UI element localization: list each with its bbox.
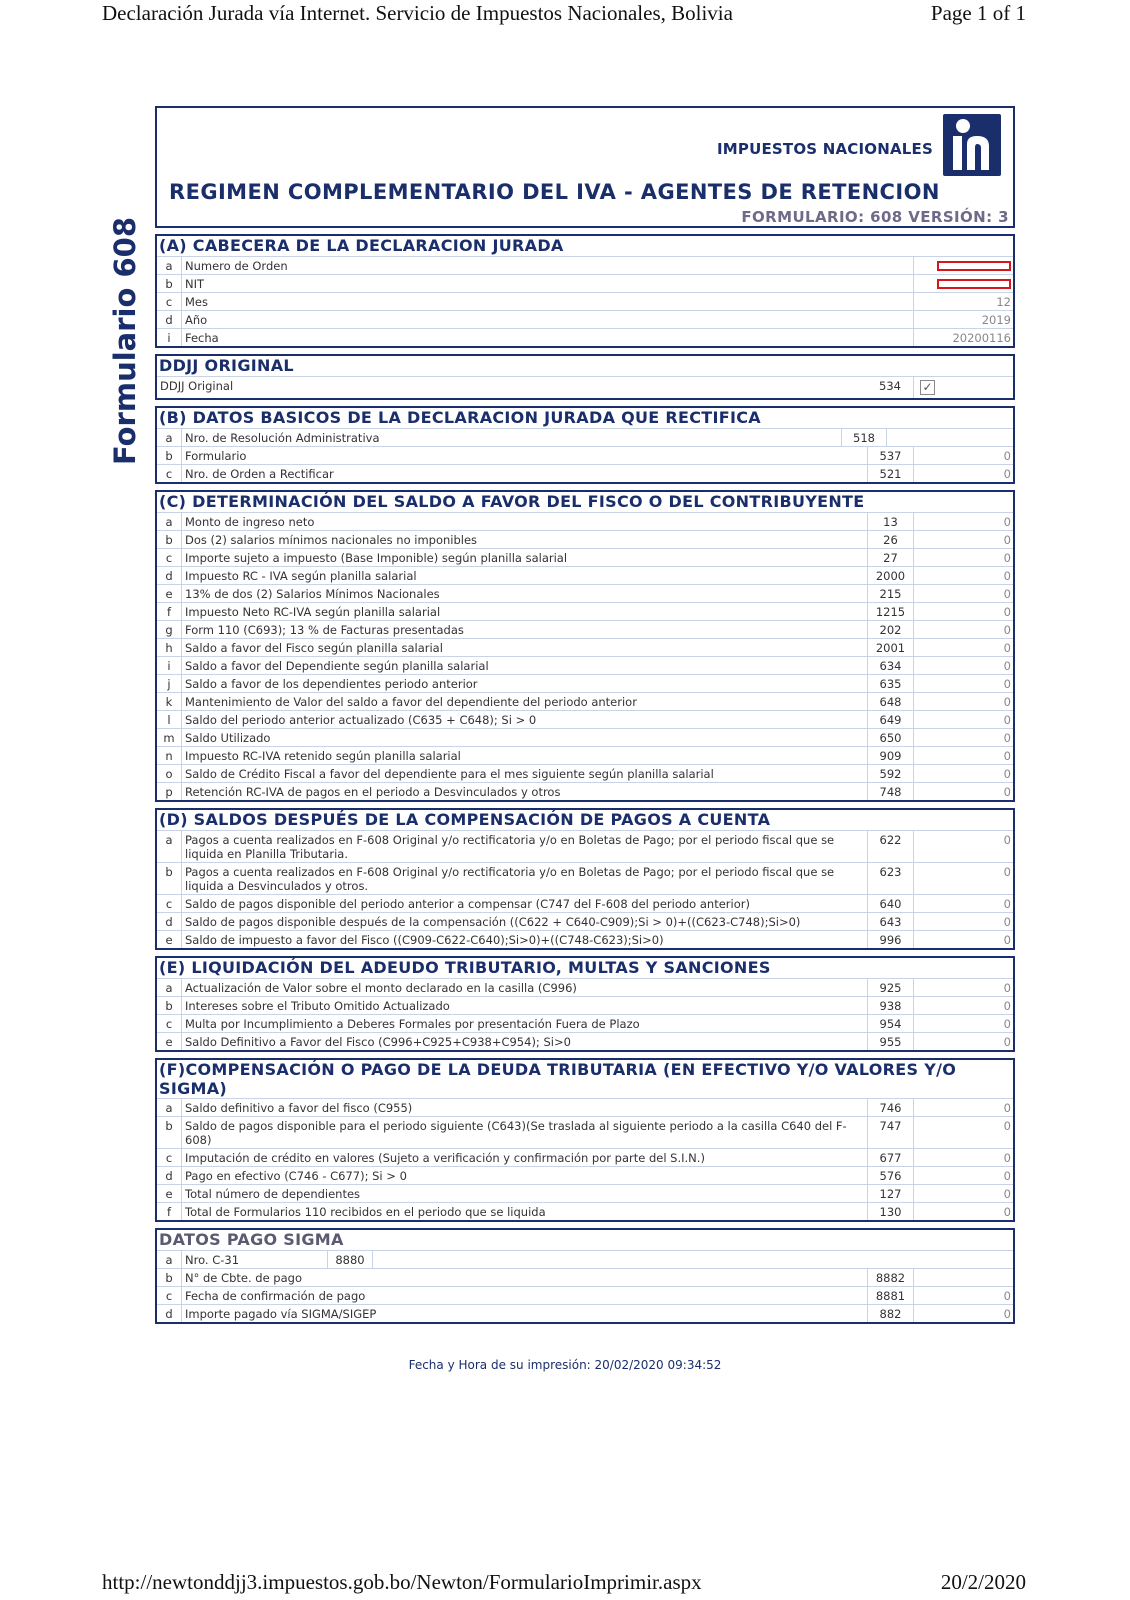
row-label: Pago en efectivo (C746 - C677); Si > 0 [181, 1167, 867, 1184]
row-label: Total de Formularios 110 recibidos en el periodo que se liquida [181, 1203, 867, 1220]
row-code: 13 [867, 513, 913, 530]
brand-name: IMPUESTOS NACIONALES [716, 140, 933, 158]
row-code: 635 [867, 675, 913, 692]
row-label: Total número de dependientes [181, 1185, 867, 1202]
row-value: 0 [913, 863, 1013, 894]
row-code: 746 [867, 1099, 913, 1116]
side-title-text: Formulario 608 [108, 216, 142, 465]
row-value: 0 [913, 549, 1013, 566]
row-letter: b [165, 533, 173, 547]
row-letter: i [167, 331, 171, 345]
row-label: Impuesto Neto RC-IVA según planilla salarial [181, 603, 867, 620]
row-letter: l [167, 713, 171, 727]
row-label: Multa por Incumplimiento a Deberes Formales por presentación Fuera de Plazo [181, 1015, 867, 1032]
section-sigma [155, 1228, 1015, 1324]
ddjj-label: DDJJ Original [160, 379, 234, 393]
section-c-title: (C) DETERMINACIÓN DEL SALDO A FAVOR DEL FISCO O DEL CONTRIBUYENTE [159, 492, 865, 511]
row-letter: c [165, 295, 173, 309]
row-letter: d [165, 1307, 173, 1321]
row-letter: f [166, 605, 172, 619]
table-row [157, 274, 1013, 292]
row-code: 8882 [867, 1269, 913, 1286]
row-letter: g [165, 623, 173, 637]
table-row [157, 692, 1013, 710]
row-label: Saldo a favor del Fisco según planilla salarial [181, 639, 867, 656]
row-code: 8881 [867, 1287, 913, 1304]
row-label: Saldo de pagos disponible para el periodo siguiente (C643)(Se traslada al siguiente periodo a la casilla C640 del F-608) [181, 1117, 867, 1148]
row-letter: a [165, 431, 173, 445]
table-row [157, 1286, 1013, 1304]
row-letter: c [165, 551, 173, 565]
row-letter: a [165, 259, 173, 273]
row-letter: h [165, 641, 173, 655]
row-letter: j [167, 677, 171, 691]
row-code: 130 [867, 1203, 913, 1220]
ddjj-original-checkbox[interactable]: ✓ [920, 380, 935, 395]
row-code: 747 [867, 1117, 913, 1148]
row-value: 0 [913, 1117, 1013, 1148]
table-row [157, 1032, 1013, 1050]
row-label: Saldo de Crédito Fiscal a favor del dependiente para el mes siguiente según planilla salarial [181, 765, 867, 782]
row-value: 0 [913, 1203, 1013, 1220]
row-code: 537 [867, 447, 913, 464]
row-letter: a [165, 833, 173, 847]
row-label: Saldo definitivo a favor del fisco (C955) [181, 1099, 867, 1116]
row-letter: f [166, 1205, 172, 1219]
row-value: 20200116 [913, 329, 1013, 346]
row-code: 954 [867, 1015, 913, 1032]
row-label: Saldo a favor de los dependientes periodo anterior [181, 675, 867, 692]
section-a-title: (A) CABECERA DE LA DECLARACION JURADA [159, 236, 564, 255]
table-row [157, 894, 1013, 912]
row-letter: m [163, 731, 175, 745]
row-label: Importe sujeto a impuesto (Base Imponible) según planilla salarial [181, 549, 867, 566]
table-row [157, 830, 1013, 862]
row-code: 938 [867, 997, 913, 1014]
row-label: Fecha [181, 329, 913, 346]
section-c-rows [157, 512, 1013, 800]
row-code: 634 [867, 657, 913, 674]
row-value: 0 [913, 765, 1013, 782]
row-code: 640 [867, 895, 913, 912]
row-code: 996 [867, 931, 913, 948]
row-letter: c [165, 1017, 173, 1031]
row-letter: a [165, 1101, 173, 1115]
row-value: 0 [913, 621, 1013, 638]
redaction-box [937, 261, 1011, 271]
row-letter: e [165, 1035, 173, 1049]
row-code: 649 [867, 711, 913, 728]
row-value: 0 [913, 979, 1013, 996]
row-code: 202 [867, 621, 913, 638]
row-letter: a [165, 515, 173, 529]
table-row [157, 1268, 1013, 1286]
row-label: Año [181, 311, 913, 328]
row-value: 0 [913, 931, 1013, 948]
row-letter: b [165, 999, 173, 1013]
row-value: 0 [913, 1305, 1013, 1322]
table-row [157, 310, 1013, 328]
section-f-title: (F)COMPENSACIÓN O PAGO DE LA DEUDA TRIBUTARIA (EN EFECTIVO Y/O VALORES Y/O SIGMA) [159, 1060, 957, 1098]
row-value: 0 [913, 1099, 1013, 1116]
section-d-title: (D) SALDOS DESPUÉS DE LA COMPENSACIÓN DE PAGOS A CUENTA [159, 810, 771, 829]
row-value: 12 [913, 293, 1013, 310]
row-value: 0 [913, 913, 1013, 930]
row-letter: c [165, 897, 173, 911]
table-row [157, 746, 1013, 764]
row-letter: b [165, 1119, 173, 1133]
row-letter: d [165, 569, 173, 583]
row-label: Nro. de Orden a Rectificar [181, 465, 867, 482]
section-e [155, 956, 1015, 1052]
row-letter: n [165, 749, 173, 763]
row-value: 0 [913, 711, 1013, 728]
nit-redacted [913, 275, 1013, 292]
table-row [157, 674, 1013, 692]
table-row [157, 862, 1013, 894]
row-value: 0 [913, 1185, 1013, 1202]
row-value: 0 [913, 603, 1013, 620]
table-row [157, 566, 1013, 584]
row-label: Formulario [181, 447, 867, 464]
table-row [157, 1304, 1013, 1322]
row-label: Mantenimiento de Valor del saldo a favor del dependiente del periodo anterior [181, 693, 867, 710]
row-value: 0 [913, 567, 1013, 584]
row-label: Nro. de Resolución Administrativa [181, 429, 841, 446]
table-row [157, 602, 1013, 620]
print-footer-url: http://newtonddjj3.impuestos.gob.bo/Newton/FormularioImprimir.aspx [102, 1570, 702, 1594]
row-value: 0 [913, 783, 1013, 800]
row-letter: c [165, 1151, 173, 1165]
form-version: FORMULARIO: 608 VERSIÓN: 3 [741, 208, 1009, 226]
table-row [157, 256, 1013, 274]
row-letter: k [165, 695, 173, 709]
table-row [157, 996, 1013, 1014]
form-title: REGIMEN COMPLEMENTARIO DEL IVA - AGENTES DE RETENCION [169, 180, 940, 204]
print-footer [102, 1564, 1026, 1600]
ddjj-check-cell [913, 377, 1013, 398]
section-e-rows [157, 978, 1013, 1050]
print-header [102, 0, 1026, 30]
row-label: Saldo Utilizado [181, 729, 867, 746]
row-code: 955 [867, 1033, 913, 1050]
form-document [155, 106, 1015, 1330]
row-code: 27 [867, 549, 913, 566]
row-value: 0 [913, 729, 1013, 746]
row-label: Fecha de confirmación de pago [181, 1287, 867, 1304]
row-code: 1215 [867, 603, 913, 620]
row-label: Saldo de impuesto a favor del Fisco ((C909-C622-C640);Si>0)+((C748-C623);Si>0) [181, 931, 867, 948]
table-row [157, 464, 1013, 482]
table-row [157, 1148, 1013, 1166]
table-row [157, 1116, 1013, 1148]
row-value [913, 1269, 1013, 1286]
row-label: Monto de ingreso neto [181, 513, 867, 530]
table-row [157, 548, 1013, 566]
row-code: 215 [867, 585, 913, 602]
section-a [155, 234, 1015, 348]
form-header [155, 106, 1015, 228]
row-value: 0 [913, 1167, 1013, 1184]
row-value: 0 [913, 693, 1013, 710]
row-value: 0 [913, 447, 1013, 464]
row-value: 0 [913, 1287, 1013, 1304]
row-label: NIT [181, 275, 913, 292]
order-number-redacted [913, 257, 1013, 274]
row-letter: p [165, 785, 173, 799]
sigma-title: DATOS PAGO SIGMA [159, 1230, 344, 1249]
row-letter: b [165, 865, 173, 879]
table-row [157, 764, 1013, 782]
table-row [157, 1250, 1013, 1268]
section-e-title: (E) LIQUIDACIÓN DEL ADEUDO TRIBUTARIO, MULTAS Y SANCIONES [159, 958, 771, 977]
empty-cell [887, 429, 1013, 446]
row-letter: b [165, 1271, 173, 1285]
section-f [155, 1058, 1015, 1222]
row-label: Actualización de Valor sobre el monto declarado en la casilla (C996) [181, 979, 867, 996]
row-code: 127 [867, 1185, 913, 1202]
row-value: 0 [913, 531, 1013, 548]
empty-cell [373, 1251, 1013, 1268]
section-f-rows [157, 1098, 1013, 1220]
row-label: Intereses sobre el Tributo Omitido Actualizado [181, 997, 867, 1014]
table-row [157, 710, 1013, 728]
row-label: Saldo de pagos disponible del periodo anterior a compensar (C747 del F-608 del periodo anterior) [181, 895, 867, 912]
sigma-rows [157, 1268, 1013, 1322]
ddjj-title: DDJJ ORIGINAL [159, 356, 294, 375]
row-label: Retención RC-IVA de pagos en el periodo a Desvinculados y otros [181, 783, 867, 800]
row-value: 0 [913, 1149, 1013, 1166]
row-letter: b [165, 277, 173, 291]
table-row [157, 638, 1013, 656]
table-row [157, 292, 1013, 310]
row-label: Saldo del periodo anterior actualizado (C635 + C648); Si > 0 [181, 711, 867, 728]
table-row [157, 728, 1013, 746]
row-label: Importe pagado vía SIGMA/SIGEP [181, 1305, 867, 1322]
row-label: N° de Cbte. de pago [181, 1269, 867, 1286]
section-d-rows [157, 830, 1013, 948]
print-timestamp: Fecha y Hora de su impresión: 20/02/2020 09:34:52 [408, 1358, 722, 1372]
row-label: Imputación de crédito en valores (Sujeto a verificación y confirmación por parte del S.I.N.) [181, 1149, 867, 1166]
table-row [157, 530, 1013, 548]
row-letter: a [165, 981, 173, 995]
table-row [157, 328, 1013, 346]
table-row [157, 1202, 1013, 1220]
row-value: 0 [913, 465, 1013, 482]
section-ddjj-original [155, 354, 1015, 400]
row-value: 0 [913, 997, 1013, 1014]
row-code: 2001 [867, 639, 913, 656]
row-value: 0 [913, 1015, 1013, 1032]
row-code: 882 [867, 1305, 913, 1322]
row-code: 925 [867, 979, 913, 996]
row-label: Mes [181, 293, 913, 310]
print-footer-date: 20/2/2020 [940, 1570, 1026, 1594]
redaction-box [937, 279, 1011, 289]
table-row [157, 446, 1013, 464]
row-code: 650 [867, 729, 913, 746]
row-value: 0 [913, 895, 1013, 912]
section-c [155, 490, 1015, 802]
table-row [157, 782, 1013, 800]
row-code: 26 [867, 531, 913, 548]
row-code: 909 [867, 747, 913, 764]
row-value: 0 [913, 675, 1013, 692]
side-title [108, 215, 142, 467]
row-value: 0 [913, 831, 1013, 862]
row-label: Saldo Definitivo a Favor del Fisco (C996+C925+C938+C954); Si>0 [181, 1033, 867, 1050]
table-row [157, 428, 1013, 446]
row-value: 0 [913, 747, 1013, 764]
row-label: Pagos a cuenta realizados en F-608 Original y/o rectificatoria y/o en Boletas de Pago; por el periodo fiscal que se liquida en Planilla Tributaria. [181, 831, 867, 862]
impuestos-logo-icon [943, 114, 1001, 176]
row-letter: o [165, 767, 173, 781]
row-letter: d [165, 1169, 173, 1183]
row-code: 2000 [867, 567, 913, 584]
table-row [157, 930, 1013, 948]
row-label: Dos (2) salarios mínimos nacionales no imponibles [181, 531, 867, 548]
row-value: 0 [913, 513, 1013, 530]
row-value: 2019 [913, 311, 1013, 328]
row-letter: a [165, 1253, 173, 1267]
section-d [155, 808, 1015, 950]
table-row [157, 1014, 1013, 1032]
row-letter: c [165, 467, 173, 481]
print-header-page: Page 1 of 1 [930, 1, 1026, 25]
row-letter: c [165, 1289, 173, 1303]
row-letter: e [165, 933, 173, 947]
row-letter: e [165, 1187, 173, 1201]
print-header-title: Declaración Jurada vía Internet. Servicio de Impuestos Nacionales, Bolivia [102, 1, 733, 25]
ddjj-original-row [157, 376, 1013, 398]
table-row [157, 912, 1013, 930]
table-row [157, 1184, 1013, 1202]
table-row [157, 656, 1013, 674]
row-label: Nro. C-31 [181, 1251, 327, 1268]
row-label: Impuesto RC-IVA retenido según planilla salarial [181, 747, 867, 764]
ddjj-code: 534 [879, 379, 901, 393]
section-b [155, 406, 1015, 484]
row-label: Pagos a cuenta realizados en F-608 Original y/o rectificatoria y/o en Boletas de Pago; por el periodo fiscal que se liquida a Desvinculados y otros. [181, 863, 867, 894]
table-row [157, 620, 1013, 638]
row-label: Saldo a favor del Dependiente según planilla salarial [181, 657, 867, 674]
row-code: 677 [867, 1149, 913, 1166]
row-code: 521 [867, 465, 913, 482]
row-letter: d [165, 915, 173, 929]
table-row [157, 1166, 1013, 1184]
row-letter: e [165, 587, 173, 601]
row-letter: i [167, 659, 171, 673]
row-code: 748 [867, 783, 913, 800]
row-label: Impuesto RC - IVA según planilla salarial [181, 567, 867, 584]
row-code: 8880 [327, 1251, 373, 1268]
table-row [157, 512, 1013, 530]
row-label: Numero de Orden [181, 257, 913, 274]
row-label: Form 110 (C693); 13 % de Facturas presentadas [181, 621, 867, 638]
row-letter: b [165, 449, 173, 463]
row-value: 0 [913, 657, 1013, 674]
row-value: 0 [913, 585, 1013, 602]
row-code: 592 [867, 765, 913, 782]
row-code: 648 [867, 693, 913, 710]
section-b-title: (B) DATOS BASICOS DE LA DECLARACION JURADA QUE RECTIFICA [159, 408, 761, 427]
table-row [157, 978, 1013, 996]
row-label: Saldo de pagos disponible después de la compensación ((C622 + C640-C909);Si > 0)+((C623-C748);Si>0) [181, 913, 867, 930]
row-code: 643 [867, 913, 913, 930]
row-code: 576 [867, 1167, 913, 1184]
row-value: 0 [913, 639, 1013, 656]
row-code: 623 [867, 863, 913, 894]
row-label: 13% de dos (2) Salarios Mínimos Nacionales [181, 585, 867, 602]
row-value: 0 [913, 1033, 1013, 1050]
row-code: 622 [867, 831, 913, 862]
table-row [157, 584, 1013, 602]
table-row [157, 1098, 1013, 1116]
row-code: 518 [841, 429, 887, 446]
row-letter: d [165, 313, 173, 327]
